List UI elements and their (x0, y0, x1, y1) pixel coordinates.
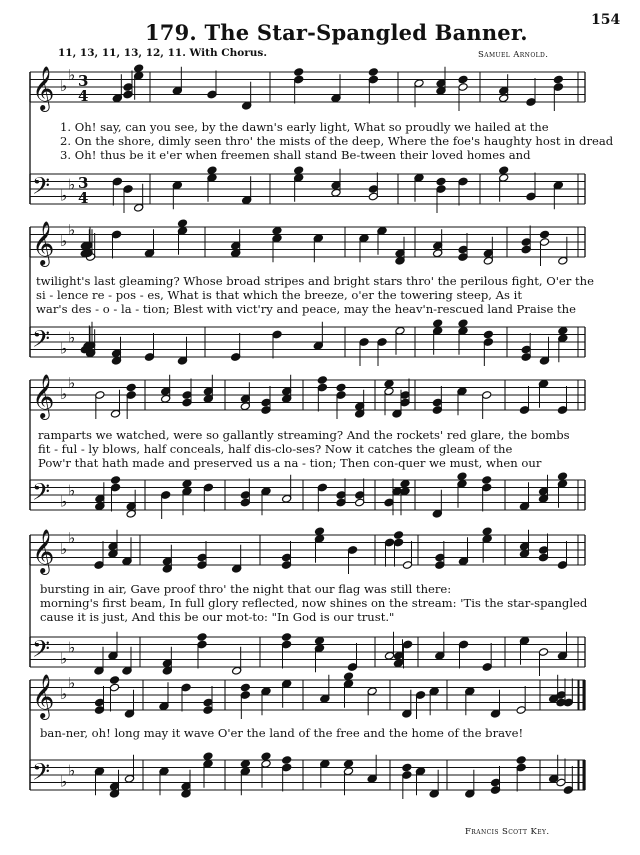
lyric-line: bursting in air, Gave proof thro' the night that our flag was still there: (40, 582, 452, 596)
note-head (261, 752, 271, 761)
note-head (240, 683, 250, 692)
flat-icon: ♭ (60, 649, 68, 668)
flat-icon: ♭ (60, 772, 68, 791)
note-head (393, 531, 403, 540)
note-head (272, 226, 282, 235)
flat-icon: ♭ (60, 186, 68, 205)
flat-icon: ♭ (68, 328, 76, 347)
treble-clef-icon: 𝄞 (32, 529, 55, 573)
note-head (539, 230, 549, 239)
bass-clef-icon: 𝄢 (32, 758, 51, 791)
treble-clef-icon: 𝄞 (32, 221, 55, 265)
note-head (281, 633, 291, 642)
lyric-line: Pow'r that hath made and preserved us a na - tion; Then con-quer we must, when our (38, 456, 542, 470)
lyric-line: ramparts we watched, were so gallantly streaming? And the rockets' red glare, the bombs (38, 428, 570, 442)
note-head (482, 527, 492, 536)
note-head (109, 676, 119, 685)
note-head (499, 166, 509, 175)
note-head (516, 756, 526, 765)
time-signature-bottom: 4 (78, 189, 89, 207)
note-head (368, 68, 378, 77)
note-head (182, 479, 192, 488)
bass-clef-icon: 𝄢 (32, 172, 51, 205)
note-head (457, 472, 467, 481)
flat-icon: ♭ (68, 673, 76, 692)
lyric-line: fit - ful - ly blows, half conceals, half dis-clo-ses? Now it catches the gleam of the (38, 442, 513, 456)
note-head (177, 219, 187, 228)
treble-clef-icon: 𝄞 (32, 66, 55, 110)
lyric-line: ban-ner, oh! long may it wave O'er the land of the free and the home of the brave! (40, 726, 524, 740)
time-signature-bottom: 4 (78, 87, 89, 105)
flat-icon: ♭ (68, 373, 76, 392)
note-head (317, 376, 327, 385)
treble-clef-icon: 𝄞 (32, 374, 55, 418)
note-head (482, 476, 492, 485)
flat-icon: ♭ (68, 481, 76, 500)
meter-label: 11, 13, 11, 13, 12, 11. With Chorus. (58, 47, 268, 59)
flat-icon: ♭ (68, 528, 76, 547)
note-head (553, 75, 563, 84)
note-head (197, 633, 207, 642)
note-head (557, 472, 567, 481)
flat-icon: ♭ (60, 685, 68, 703)
hymn-title: 179. The Star-Spangled Banner. (145, 20, 528, 45)
note-head (134, 64, 144, 73)
note-head (400, 479, 410, 488)
note-head (458, 75, 468, 84)
note-head (402, 763, 412, 772)
note-head (282, 756, 292, 765)
flat-icon: ♭ (68, 65, 76, 84)
time-signature-top: 3 (78, 72, 89, 90)
author-credit: Francis Scott Key. (465, 827, 550, 837)
note-head (294, 68, 304, 77)
lyric-line: cause it is just, And this be our mot-to: "In God is our trust." (40, 610, 395, 624)
time-signature-top: 3 (78, 174, 89, 192)
note-head (483, 330, 493, 339)
note-head (110, 476, 120, 485)
page-number: 154 (591, 12, 621, 28)
flat-icon: ♭ (60, 77, 68, 95)
note-head (343, 672, 353, 681)
lyric-line: 2. On the shore, dimly seen thro' the mists of the deep, Where the foe's haughty host in dread (60, 134, 614, 148)
flat-icon: ♭ (68, 761, 76, 780)
treble-clef-icon: 𝄞 (32, 674, 55, 718)
flat-icon: ♭ (60, 385, 68, 403)
lyric-line: twilight's last gleaming? Whose broad stripes and bright stars thro' the perilous fight, O'er the (36, 274, 595, 288)
note-head (458, 319, 468, 328)
flat-icon: ♭ (68, 220, 76, 239)
bass-clef-icon: 𝄢 (32, 635, 51, 668)
note-head (314, 636, 324, 645)
lyric-line: 1. Oh! say, can you see, by the dawn's early light, What so proudly we hailed at the (60, 120, 549, 134)
note-head (384, 379, 394, 388)
note-head (294, 166, 304, 175)
note-head (433, 319, 443, 328)
bass-clef-icon: 𝄢 (32, 325, 51, 358)
note-head (558, 326, 568, 335)
note-head (207, 166, 217, 175)
note-head (336, 383, 346, 392)
flat-icon: ♭ (60, 232, 68, 250)
bass-clef-icon: 𝄢 (32, 478, 51, 511)
flat-icon: ♭ (60, 492, 68, 511)
composer-credit: Samuel Arnold. (478, 50, 549, 60)
flat-icon: ♭ (60, 540, 68, 558)
note-head (436, 177, 446, 186)
note-head (343, 759, 353, 768)
flat-icon: ♭ (68, 175, 76, 194)
flat-icon: ♭ (60, 339, 68, 358)
note-head (240, 759, 250, 768)
lyric-line: 3. Oh! thus be it e'er when freemen shall stand Be-tween their loved homes and (60, 148, 531, 162)
lyric-line: si - lence re - pos - es, What is that which the breeze, o'er the towering steep, As it (36, 288, 523, 302)
note-head (314, 527, 324, 536)
flat-icon: ♭ (68, 638, 76, 657)
note-head (126, 383, 136, 392)
lyric-line: morning's first beam, In full glory reflected, now shines on the stream: 'Tis the star-spangled (40, 596, 588, 610)
note-head (203, 752, 213, 761)
lyric-line: war's des - o - la - tion; Blest with vict'ry and peace, may the heav'n-rescued land Praise the (36, 302, 577, 316)
